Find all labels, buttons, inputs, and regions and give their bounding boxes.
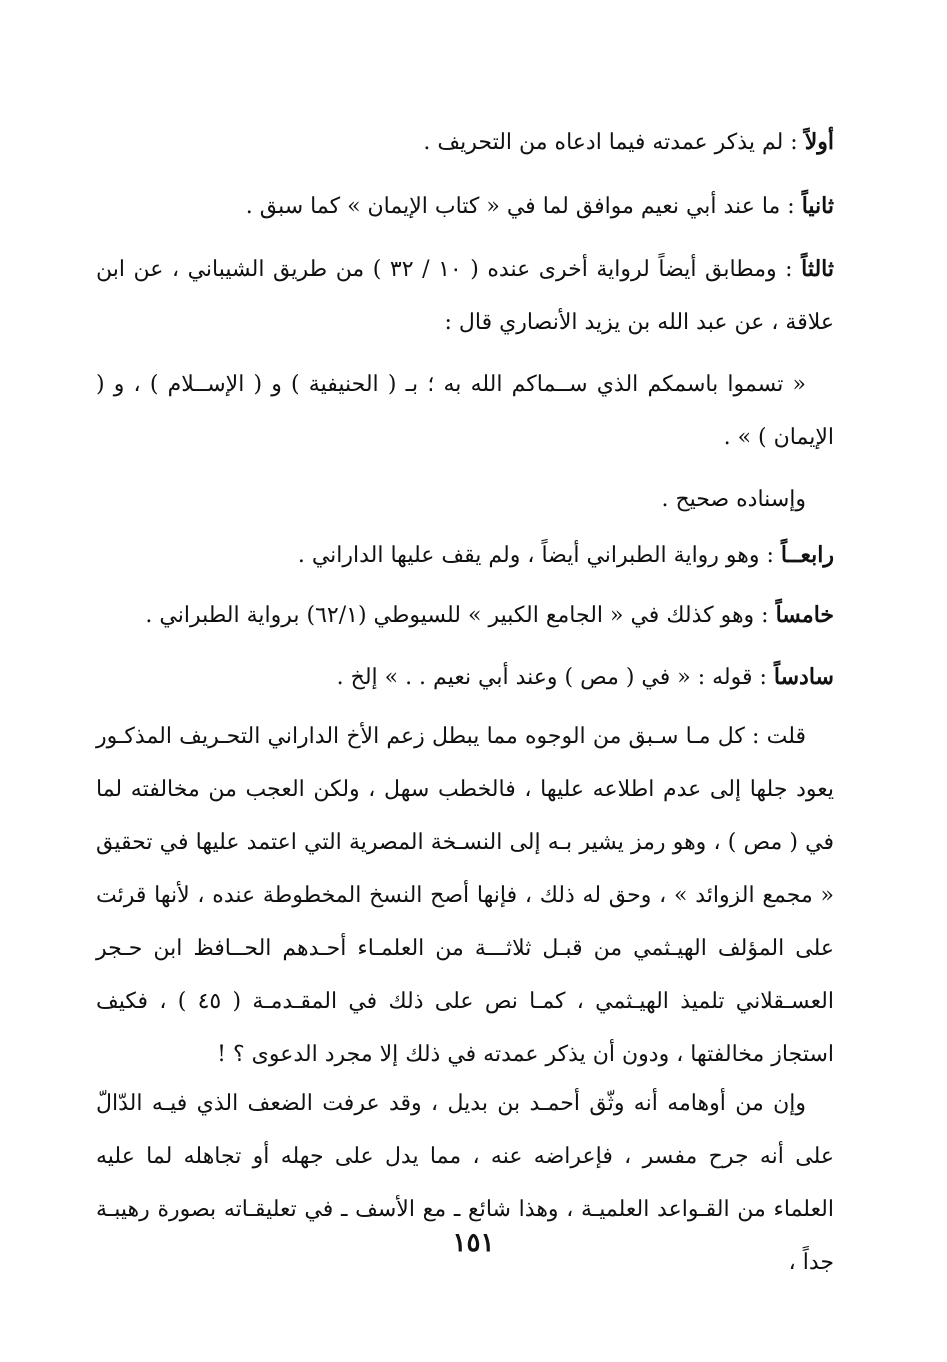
point-third-text: : ومطابق أيضاً لرواية أخرى عنده ( ١٠ / ٣٢ ) من طريق الشيباني ، عن ابن علاقة ، عن عبد الله بن يزيد الأنصاري قال :	[96, 257, 834, 335]
point-fifth-text: : وهو كذلك في « الجامع الكبير » للسيوطي (٦٢/١) برواية الطبراني .	[145, 603, 776, 628]
point-fifth	[96, 589, 834, 642]
point-first	[96, 116, 834, 169]
point-sixth-lead: سادساً	[773, 664, 834, 690]
isnad-note: وإسناده صحيح .	[661, 487, 806, 512]
point-second	[96, 180, 834, 233]
point-third	[96, 243, 834, 349]
point-first-text: : لم يذكر عمدته فيما ادعاه من التحريف .	[423, 130, 805, 155]
point-sixth-text: : قوله : « في ( مص ) وعند أبي نعيم . . » إلخ .	[336, 665, 774, 690]
page-number: ١٥١	[452, 1228, 495, 1258]
point-second-text: : ما عند أبي نعيم موافق لما في « كتاب الإيمان » كما سبق .	[245, 194, 802, 219]
point-second-lead: ثانياً	[801, 193, 834, 219]
point-third-lead: ثالثاً	[801, 256, 834, 282]
paragraph-qultu: قلت : كل مـا سـبق من الوجوه مما يبطل زعم الأخ الداراني التحـريف المذكـور يعود جلها إلى عدم اطلاعه عليها ، فالخطب سهل ، ولكن العجب من مخالفته لما في ( مص ) ، وهو رمز يشير بـه إلى النسـخة المصرية التي اعتمد عليها في تحقيق « مجمع الزوائد » ، وحق له ذلك ، فإنها أصح النسخ المخطوطة عنده ، لأنها قرئت على المؤلف الهيـثمي من قبـل ثلاثـــة من العلمـاء أحـدهم الحــافظ ابن حـجر العسـقلاني تلميذ الهيـثمي ، كمـا نص على ذلك في المقـدمـة ( ٤٥ ) ، فكيف استجاز مخالفتها ، ودون أن يذكر عمدته في ذلك إلا مجرد الدعوى ؟ !	[96, 724, 835, 1067]
point-first-lead: أولاً	[804, 129, 834, 155]
point-fourth-lead: رابعــاً	[780, 542, 834, 568]
point-fourth	[96, 529, 834, 582]
hadith-quote: « تسموا باسمكم الذي ســماكم الله به ؛ بـ ( الحنيفية ) و ( الإســلام ) ، و ( الإيمان ) » .	[96, 372, 834, 450]
point-fourth-text: : وهو رواية الطبراني أيضاً ، ولم يقف عليها الداراني .	[297, 543, 781, 568]
point-fifth-lead: خامساً	[775, 602, 834, 628]
paragraph-final: وإن من أوهامه أنه وثّق أحمـد بن بديل ، وقد عرفت الضعف الذي فيـه الدّالّ على أنه جرح مفسر ، فإعراضه عنه ، مما يدل على جهله أو تجاهله لما عليه العلماء من القـواعد العلميـة ، وهذا شائع ـ مع الأسف ـ في تعليقـاته بصورة رهيبـة جداً ،	[96, 1091, 834, 1275]
point-sixth	[96, 651, 834, 704]
